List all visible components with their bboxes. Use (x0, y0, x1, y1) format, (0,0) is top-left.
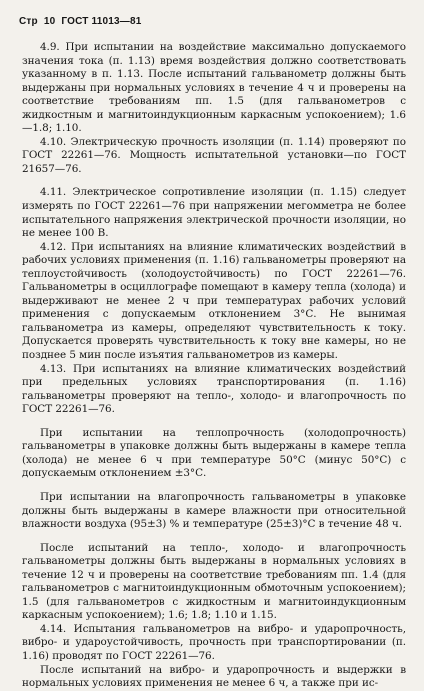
paragraph-after-vibration: После испытаний на вибро- и ударопрочность и выдержки в нормальных условиях применения не менее 6 ч, а также при ис- (22, 663, 406, 690)
paragraph-after-tests: После испытаний на тепло-, холодо- и влагопрочность гальванометры должны быть выдержаны в нормальных условиях в течение 12 ч и проверены на соответствие требованиям пп. 1.4 (для гальванометров с магнитоиндукционным обмоточным успокоением); 1.5 (для гальванометров с жидкостным и магнитоиндукционным каркасным успокоением); 1.6; 1.8; 1.10 и 1.15. (22, 541, 406, 622)
paragraph-heat-resistance: При испытании на теплопрочность (холодопрочность) гальванометры в упаковке должны быть выдержаны в камере тепла (холода) не менее 6 ч при температуре 50°С (минус 50°С) с допускаемым отклонением ±3°С. (22, 426, 406, 480)
paragraph-4-10: 4.10. Электрическую прочность изоляции (п. 1.14) проверяют по ГОСТ 22261—76. Мощность испытательной установки—по ГОСТ 21657—76. (22, 135, 406, 175)
page-label: Стр (19, 16, 38, 27)
paragraph-humidity-resistance: При испытании на влагопрочность гальванометры в упаковке должны быть выдержаны в камере влажности при относительной влажности воздуха (95±3) % и температуре (25±3)°С в течение 48 ч. (22, 490, 406, 531)
document-body (22, 41, 406, 691)
page-number: 10 (43, 16, 56, 27)
paragraph-4-14: 4.14. Испытания гальванометров на вибро- и ударопрочность, вибро- и удароустойчивость, прочность при транспортировании (п. 1.16) проводят по ГОСТ 22261—76. (22, 622, 406, 662)
page-header (19, 16, 148, 27)
paragraph-4-13: 4.13. При испытаниях на влияние климатических воздействий при предельных условиях транспортирования (п. 1.16) гальванометры проверяют на тепло-, холодо- и влагопрочность по ГОСТ 22261—76. (22, 362, 406, 416)
standard-code: ГОСТ 11013—81 (61, 16, 142, 27)
paragraph-4-9: 4.9. При испытании на воздействие максимально допускаемого значения тока (п. 1.13) время воздействия должно соответствовать указанному в п. 1.13. После испытаний гальванометр должны быть выдержаны при нормальных условиях в течение 4 ч и проверены на соответствие требованиям пп. 1.5 (для гальванометров с жидкостным и магнитоиндукционным каркасным успокоением); 1.6—1.8; 1.10. (22, 41, 406, 135)
paragraph-4-12: 4.12. При испытаниях на влияние климатических воздействий в рабочих условиях применения (п. 1.16) гальванометры проверяют на теплоустойчивость (холодоустойчивость) по ГОСТ 22261—76. Гальванометры в осциллографе помещают в камеру тепла (холода) и выдерживают не менее 2 ч при температурах рабочих условий применения с допускаемым отклонением 3°С. Не вынимая гальванометра из камеры, определяют чувствительность к току. Допускается проверять чувствительность к току вне камеры, но не позднее 5 мин после изъятия гальванометров из камеры. (22, 240, 406, 362)
paragraph-4-11: 4.11. Электрическое сопротивление изоляции (п. 1.15) следует измерять по ГОСТ 22261—76 при напряжении мегомметра не более испытательного напряжения электрической прочности изоляции, но не менее 100 В. (22, 186, 406, 240)
